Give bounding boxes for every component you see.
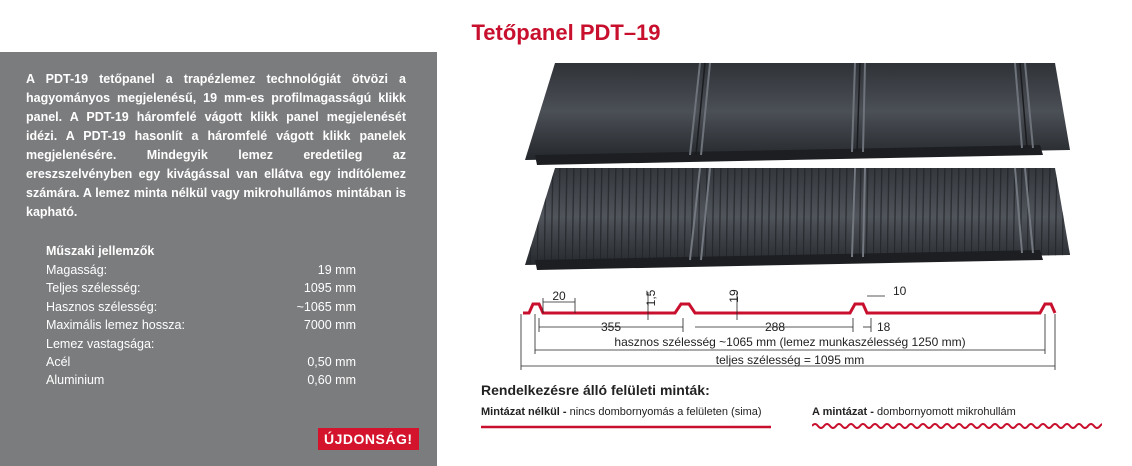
useful-width-label: hasznos szélesség ~1065 mm (lemez munkaszélesség 1250 mm) — [614, 335, 966, 349]
product-description: A PDT-19 tetőpanel a trapézlemez technológiát ötvözi a hagyományos megjelenésű, 19 mm-es profilmagasságú klikk panel. A PDT-19 háromfelé vágott klikk panel megjelenését idézi. A PDT-19 hasonlít a háromfelé vágott klikk panelek megjelenésére. Mindegyik lemez eredetileg az ereszszelvényben egy kivágással van ellátva egy indítólemez számára. A lemez minta nélkül vagy mikrohullámos mintában is kapható. — [26, 72, 406, 219]
spec-value: 0,50 mm — [307, 355, 356, 370]
spec-value: ~1065 mm — [296, 299, 356, 314]
plain-pattern-desc: nincs dombornyomás a felületen (sima) — [566, 406, 762, 418]
dim-19: 19 — [727, 289, 741, 303]
profile-line — [523, 304, 1055, 313]
spec-row — [46, 353, 356, 371]
spec-row — [46, 261, 356, 279]
spec-label: Teljes szélesség: — [46, 281, 141, 296]
dim-355: 355 — [600, 320, 622, 334]
plain-pattern-swatch — [481, 424, 771, 430]
new-badge: ÚJDONSÁG! — [318, 428, 419, 450]
dim-18: 18 — [877, 320, 891, 334]
profile-diagram — [515, 280, 1060, 372]
spec-value: 0,60 mm — [307, 373, 356, 388]
tech-specs — [46, 242, 356, 390]
spec-row — [46, 371, 356, 389]
dim-1-5: 1,5 — [644, 289, 658, 307]
spec-label: Magasság: — [46, 263, 108, 277]
patterns-heading: Rendelkezésre álló felületi minták: — [481, 382, 710, 398]
dim-20: 20 — [552, 289, 566, 303]
spec-value: 7000 mm — [303, 318, 356, 333]
spec-value: 19 mm — [317, 263, 356, 277]
micro-pattern-desc: dombornyomott mikrohullám — [873, 406, 1016, 418]
spec-label: Acél — [46, 355, 71, 370]
plain-pattern-name: Mintázat nélkül - — [481, 406, 567, 418]
micro-pattern-label — [812, 406, 1016, 418]
spec-value: 1095 mm — [303, 281, 356, 296]
plain-panel-image — [495, 55, 1075, 170]
spec-row — [46, 316, 356, 334]
spec-label: Hasznos szélesség: — [46, 299, 158, 314]
spec-label: Lemez vastagsága: — [46, 336, 155, 351]
specs-title: Műszaki jellemzők — [46, 244, 155, 258]
spec-row — [46, 279, 356, 297]
spec-label: Maximális lemez hossza: — [46, 318, 185, 333]
dim-10: 10 — [893, 284, 907, 298]
spec-row — [46, 335, 356, 353]
micro-pattern-swatch — [812, 421, 1102, 431]
spec-label: Aluminium — [46, 373, 105, 388]
spec-row — [46, 298, 356, 316]
page-title: Tetőpanel PDT–19 — [471, 20, 661, 45]
micro-panel-image — [495, 160, 1075, 275]
micro-pattern-name: A mintázat - — [812, 406, 874, 418]
total-width-label: teljes szélesség = 1095 mm — [715, 353, 865, 367]
plain-pattern-label — [481, 406, 762, 418]
dim-288: 288 — [764, 320, 786, 334]
info-panel — [0, 52, 437, 466]
